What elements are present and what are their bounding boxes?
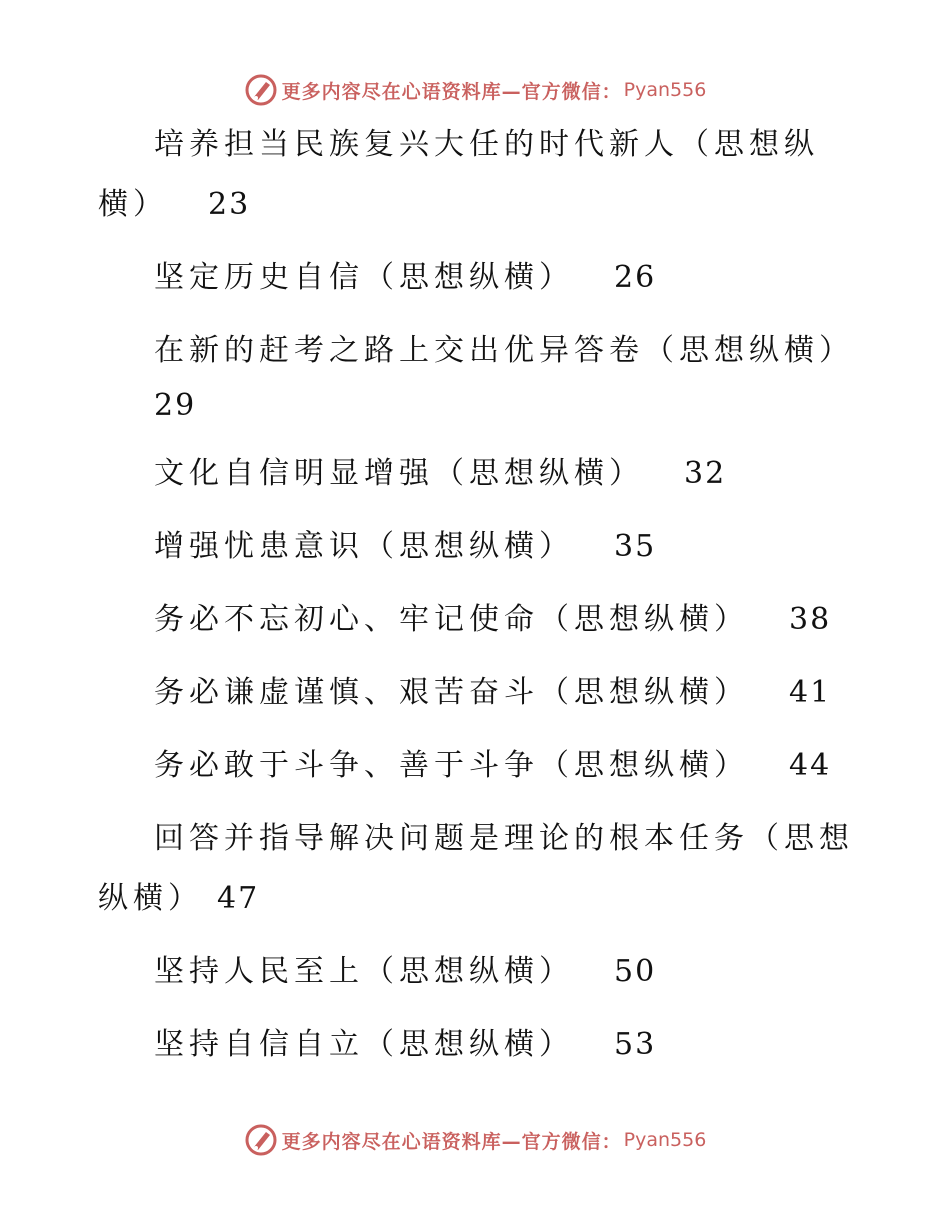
- toc-entry[interactable]: [98, 1015, 858, 1075]
- watermark-wechat-id: Pyan556: [623, 1129, 707, 1151]
- toc-entry[interactable]: [98, 590, 858, 650]
- toc-entry-title: 增强忧患意识（思想纵横）: [154, 529, 574, 564]
- toc-entry[interactable]: [98, 736, 858, 796]
- toc-entry[interactable]: [98, 321, 858, 431]
- toc-entry-page: 47: [217, 881, 260, 916]
- toc-entry-title: 坚持人民至上（思想纵横）: [154, 954, 574, 989]
- toc-entry-page: 35: [614, 529, 657, 564]
- toc-entry[interactable]: [98, 444, 858, 504]
- toc-entry-title: 坚定历史自信（思想纵横）: [154, 260, 574, 295]
- table-of-contents: [98, 115, 858, 1088]
- toc-entry-page: 32: [684, 456, 727, 491]
- watermark-text: 更多内容尽在心语资料库—官方微信：: [281, 80, 622, 103]
- watermark-wechat-id: Pyan556: [623, 79, 707, 101]
- toc-entry-page: 50: [614, 954, 657, 989]
- toc-entry-title: 务必不忘初心、牢记使命（思想纵横）: [154, 602, 749, 637]
- toc-entry-title: 回答并指导解决问题是理论的根本任务（思想纵横）: [98, 821, 854, 916]
- pen-nib-logo-icon: [244, 1123, 278, 1157]
- toc-entry[interactable]: [98, 517, 858, 577]
- watermark-footer: [0, 1120, 950, 1160]
- toc-entry-title: 坚持自信自立（思想纵横）: [154, 1027, 574, 1062]
- toc-entry-title: 在新的赶考之路上交出优异答卷（思想纵横）: [154, 333, 854, 368]
- toc-entry[interactable]: [98, 115, 858, 235]
- toc-entry[interactable]: [98, 942, 858, 1002]
- watermark-text: 更多内容尽在心语资料库—官方微信：: [281, 1130, 622, 1153]
- toc-entry-title: 文化自信明显增强（思想纵横）: [154, 456, 644, 491]
- toc-entry-page: 53: [614, 1027, 657, 1062]
- toc-entry[interactable]: [98, 809, 858, 929]
- toc-entry-page: 23: [208, 187, 251, 222]
- toc-entry-title: 务必敢于斗争、善于斗争（思想纵横）: [154, 748, 749, 783]
- watermark-header: [0, 70, 950, 110]
- toc-entry-title: 培养担当民族复兴大任的时代新人（思想纵横）: [98, 127, 819, 222]
- toc-entry[interactable]: [98, 663, 858, 723]
- pen-nib-logo-icon: [244, 73, 278, 107]
- toc-entry-title: 务必谦虚谨慎、艰苦奋斗（思想纵横）: [154, 675, 749, 710]
- toc-entry-page: 44: [789, 748, 832, 783]
- toc-entry[interactable]: [98, 248, 858, 308]
- toc-entry-page: 26: [614, 260, 657, 295]
- toc-entry-page: 38: [789, 602, 832, 637]
- toc-entry-page: 41: [789, 675, 832, 710]
- toc-entry-page: 29: [154, 388, 197, 423]
